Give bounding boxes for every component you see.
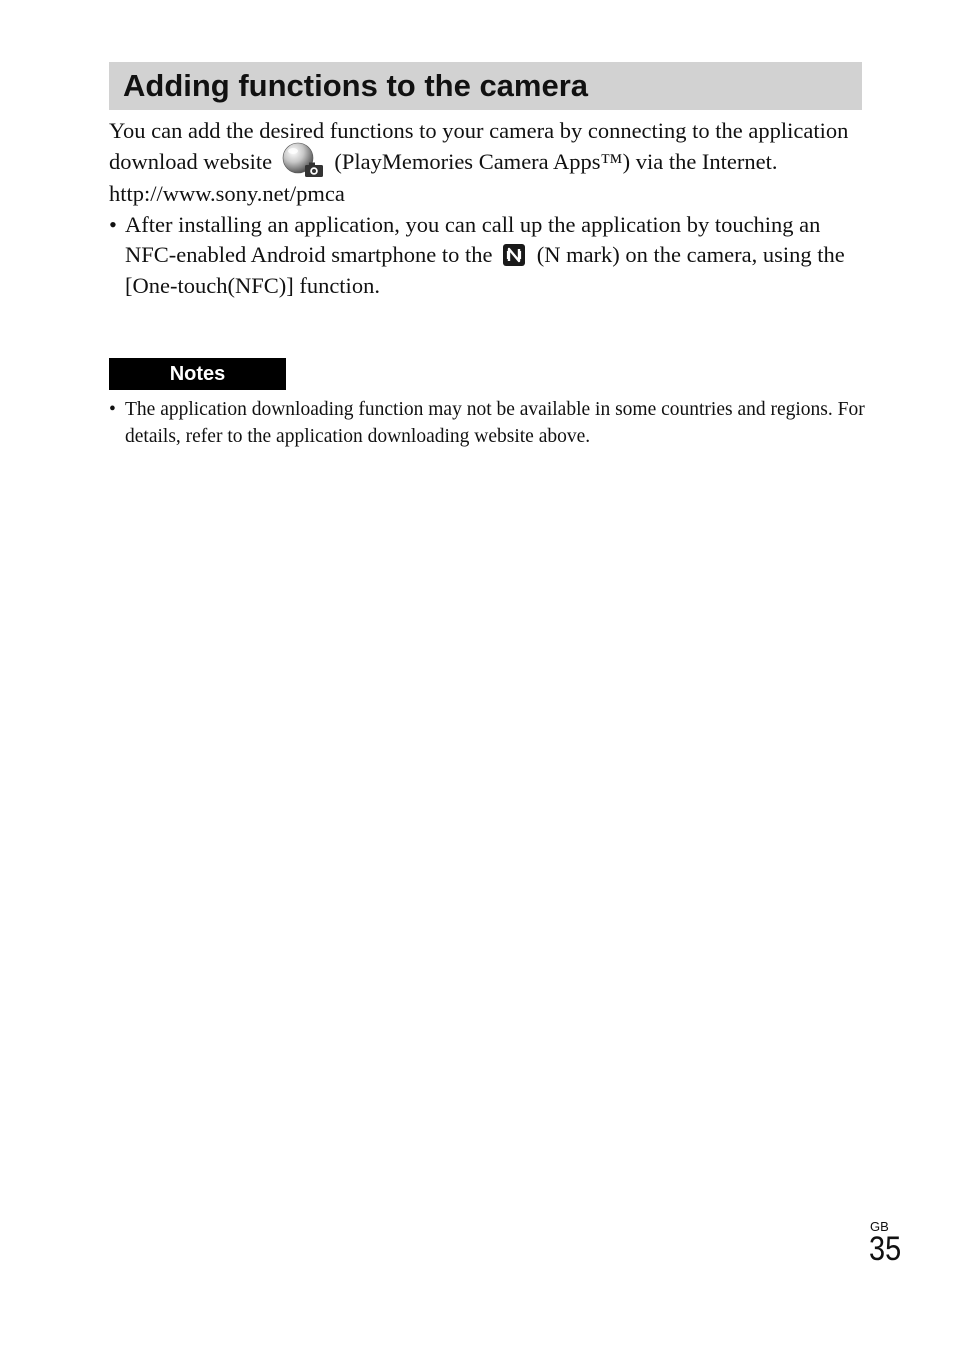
section-title-bar xyxy=(109,62,862,110)
playmemories-camera-apps-icon xyxy=(281,141,325,179)
intro-paragraph xyxy=(109,116,865,179)
list-item xyxy=(109,210,865,302)
notes-label: Notes xyxy=(109,358,286,390)
intro-block xyxy=(109,116,865,301)
intro-text-before-icon: You can add the desired functions to your camera by connecting to the application download website xyxy=(109,118,849,174)
app-download-url[interactable]: http://www.sony.net/pmca xyxy=(109,181,345,207)
region-code: GB xyxy=(870,1219,889,1234)
bullet-symbol: • xyxy=(109,399,116,420)
page-number: 35 xyxy=(869,1230,902,1268)
list-item xyxy=(109,396,865,450)
bullet-text xyxy=(125,210,865,302)
intro-text-after-icon: (PlayMemories Camera Apps™) via the Internet. xyxy=(334,148,778,174)
bullet-text-after-mark: (N mark) on the camera, using the [One-touch(NFC)] function. xyxy=(125,242,845,298)
bullet-text-before-mark: After installing an application, you can call up the application by touching an NFC-enabled Android smartphone to the xyxy=(125,211,821,268)
bullet-symbol: • xyxy=(109,211,117,237)
note-text: The application downloading function may not be available in some countries and regions. For details, refer to the application downloading website above. xyxy=(125,399,865,447)
n-mark-icon xyxy=(502,243,526,267)
section-title: Adding functions to the camera xyxy=(123,68,589,103)
notes-list xyxy=(109,396,865,450)
